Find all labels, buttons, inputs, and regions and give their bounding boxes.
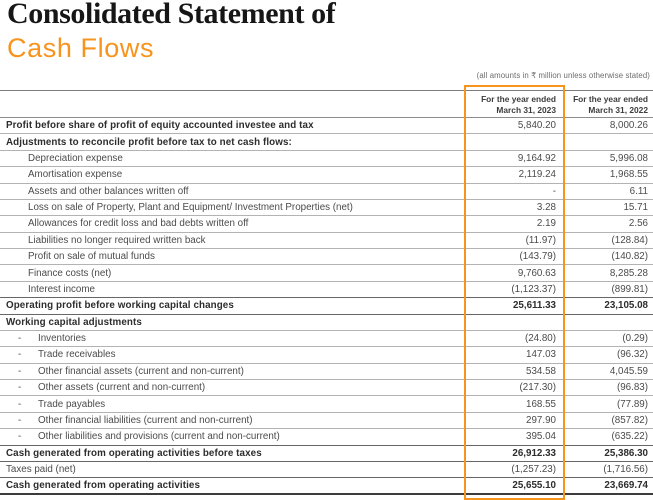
value-fy2022: (96.83)	[616, 382, 648, 394]
table-row	[0, 380, 653, 396]
row-label-text: Interest income	[28, 283, 95, 295]
table-row	[0, 413, 653, 429]
table-row	[0, 429, 653, 445]
row-label-text: Amortisation expense	[28, 169, 123, 181]
value-fy2022: 2.56	[628, 218, 648, 230]
value-fy2022: 15.71	[623, 202, 648, 214]
row-label	[0, 153, 466, 164]
row-label	[0, 202, 466, 213]
value-fy2022: (128.84)	[611, 234, 648, 246]
value-fy2023: (24.80)	[524, 333, 556, 345]
row-label-text: Assets and other balances written off	[28, 185, 189, 197]
value-fy2023: 534.58	[526, 365, 556, 377]
row-label-text: Trade payables	[38, 398, 106, 410]
table-row	[0, 134, 653, 150]
value-fy2022: 1,968.55	[609, 169, 648, 181]
row-label-text: Other financial liabilities (current and non-current)	[38, 414, 253, 426]
dash-bullet: -	[18, 414, 22, 426]
value-fy2022: (899.81)	[611, 283, 648, 295]
table-row	[0, 462, 653, 478]
table-row	[0, 184, 653, 200]
value-fy2022: 25,386.30	[604, 447, 648, 459]
row-label-text: Cash generated from operating activities before taxes	[6, 447, 262, 459]
row-label	[0, 317, 466, 328]
value-fy2022: 23,669.74	[604, 479, 648, 491]
dash-bullet: -	[18, 382, 22, 394]
row-label-text: Liabilities no longer required written back	[28, 234, 206, 246]
value-fy2022: (857.82)	[611, 414, 648, 426]
column-header-fy2022-line2: March 31, 2022	[588, 104, 648, 115]
value-fy2023: 3.28	[536, 202, 556, 214]
page-subtitle: Cash Flows	[7, 33, 155, 63]
value-fy2023: 26,912.33	[512, 447, 556, 459]
row-label-text: Working capital adjustments	[6, 316, 142, 328]
row-label	[0, 169, 466, 180]
table-row	[0, 446, 653, 462]
row-label	[0, 448, 466, 459]
value-fy2023: 168.55	[526, 398, 556, 410]
row-label	[0, 480, 466, 491]
row-label	[0, 415, 466, 426]
page-title: Consolidated Statement of	[7, 0, 336, 30]
table-row	[0, 249, 653, 265]
value-fy2022: (77.89)	[616, 398, 648, 410]
value-fy2022: 8,285.28	[609, 267, 648, 279]
row-label	[0, 186, 466, 197]
table-row	[0, 347, 653, 363]
dash-bullet: -	[18, 333, 22, 345]
row-label-text: Profit on sale of mutual funds	[28, 251, 155, 263]
value-fy2022: (140.82)	[611, 251, 648, 263]
row-label-text: Operating profit before working capital changes	[6, 300, 234, 312]
row-label-text: Other assets (current and non-current)	[38, 382, 206, 394]
row-label	[0, 137, 466, 148]
row-label	[0, 300, 466, 311]
value-fy2023: 2.19	[536, 218, 556, 230]
dash-bullet: -	[18, 398, 22, 410]
table-row	[0, 282, 653, 298]
value-fy2022: (635.22)	[611, 431, 648, 443]
table-header-row	[0, 91, 653, 118]
row-label-text: Allowances for credit loss and bad debts written off	[28, 218, 249, 230]
table-row	[0, 167, 653, 183]
row-label-text: Adjustments to reconcile profit before tax to net cash flows:	[6, 136, 292, 148]
table-row	[0, 315, 653, 331]
row-label	[0, 218, 466, 229]
dash-bullet: -	[18, 349, 22, 361]
row-label-text: Profit before share of profit of equity accounted investee and tax	[6, 120, 314, 132]
table-row	[0, 151, 653, 167]
value-fy2022: (0.29)	[622, 333, 648, 345]
table-row	[0, 478, 653, 494]
column-header-fy2022-line1: For the year ended	[573, 94, 648, 104]
value-fy2023: (1,257.23)	[511, 464, 556, 476]
row-label	[0, 349, 466, 360]
row-label-text: Finance costs (net)	[28, 267, 112, 279]
row-label-text: Trade receivables	[38, 349, 116, 361]
row-label	[0, 464, 466, 475]
table-row	[0, 233, 653, 249]
value-fy2022: 6.11	[629, 185, 648, 197]
column-header-fy2023-line2: March 31, 2023	[496, 104, 556, 115]
value-fy2023: (143.79)	[519, 251, 556, 263]
value-fy2022: 5,996.08	[609, 152, 648, 164]
row-label-text: Inventories	[38, 333, 86, 345]
row-label-text: Other financial assets (current and non-current)	[38, 365, 244, 377]
row-label	[0, 333, 466, 344]
row-label	[0, 431, 466, 442]
value-fy2023: 25,655.10	[512, 479, 556, 491]
row-label	[0, 235, 466, 246]
row-label	[0, 251, 466, 262]
value-fy2023: 2,119.24	[518, 169, 556, 181]
value-fy2022: (96.32)	[616, 349, 648, 361]
table-row	[0, 216, 653, 232]
value-fy2023: (217.30)	[519, 382, 556, 394]
value-fy2023: (1,123.37)	[511, 283, 556, 295]
row-label-text: Taxes paid (net)	[6, 464, 76, 476]
row-label-text: Loss on sale of Property, Plant and Equipment/ Investment Properties (net)	[28, 202, 353, 214]
dash-bullet: -	[18, 431, 22, 443]
amounts-note: (all amounts in ₹ million unless otherwise stated)	[476, 71, 650, 80]
value-fy2023: 297.90	[526, 414, 556, 426]
column-header-fy2022	[565, 94, 653, 115]
value-fy2023: 5,840.20	[517, 120, 556, 132]
table-row	[0, 331, 653, 347]
table-row	[0, 364, 653, 380]
table-body	[0, 118, 653, 495]
table-row	[0, 396, 653, 412]
table-row	[0, 265, 653, 281]
value-fy2023: 9,164.92	[517, 152, 556, 164]
value-fy2023: 9,760.63	[517, 267, 556, 279]
value-fy2023: 147.03	[526, 349, 556, 361]
table-row	[0, 298, 653, 314]
row-label	[0, 284, 466, 295]
row-label-text: Other liabilities and provisions (current and non-current)	[38, 431, 280, 443]
dash-bullet: -	[18, 365, 22, 377]
row-label	[0, 366, 466, 377]
cash-flow-table	[0, 90, 653, 495]
row-label	[0, 382, 466, 393]
value-fy2022: 8,000.26	[609, 120, 648, 132]
column-header-fy2023-line1: For the year ended	[481, 94, 556, 104]
value-fy2022: (1,716.56)	[603, 464, 648, 476]
value-fy2023: -	[552, 185, 556, 197]
value-fy2023: (11.97)	[525, 234, 556, 246]
row-label	[0, 120, 466, 131]
row-label	[0, 268, 466, 279]
row-label-text: Depreciation expense	[28, 152, 123, 164]
value-fy2023: 25,611.33	[512, 300, 556, 312]
row-label-text: Cash generated from operating activities	[6, 479, 201, 491]
column-header-fy2023	[466, 94, 565, 115]
table-row	[0, 200, 653, 216]
row-label	[0, 399, 466, 410]
value-fy2023: 395.04	[526, 431, 556, 443]
value-fy2022: 4,045.59	[609, 365, 648, 377]
table-row	[0, 118, 653, 134]
value-fy2022: 23,105.08	[604, 300, 648, 312]
